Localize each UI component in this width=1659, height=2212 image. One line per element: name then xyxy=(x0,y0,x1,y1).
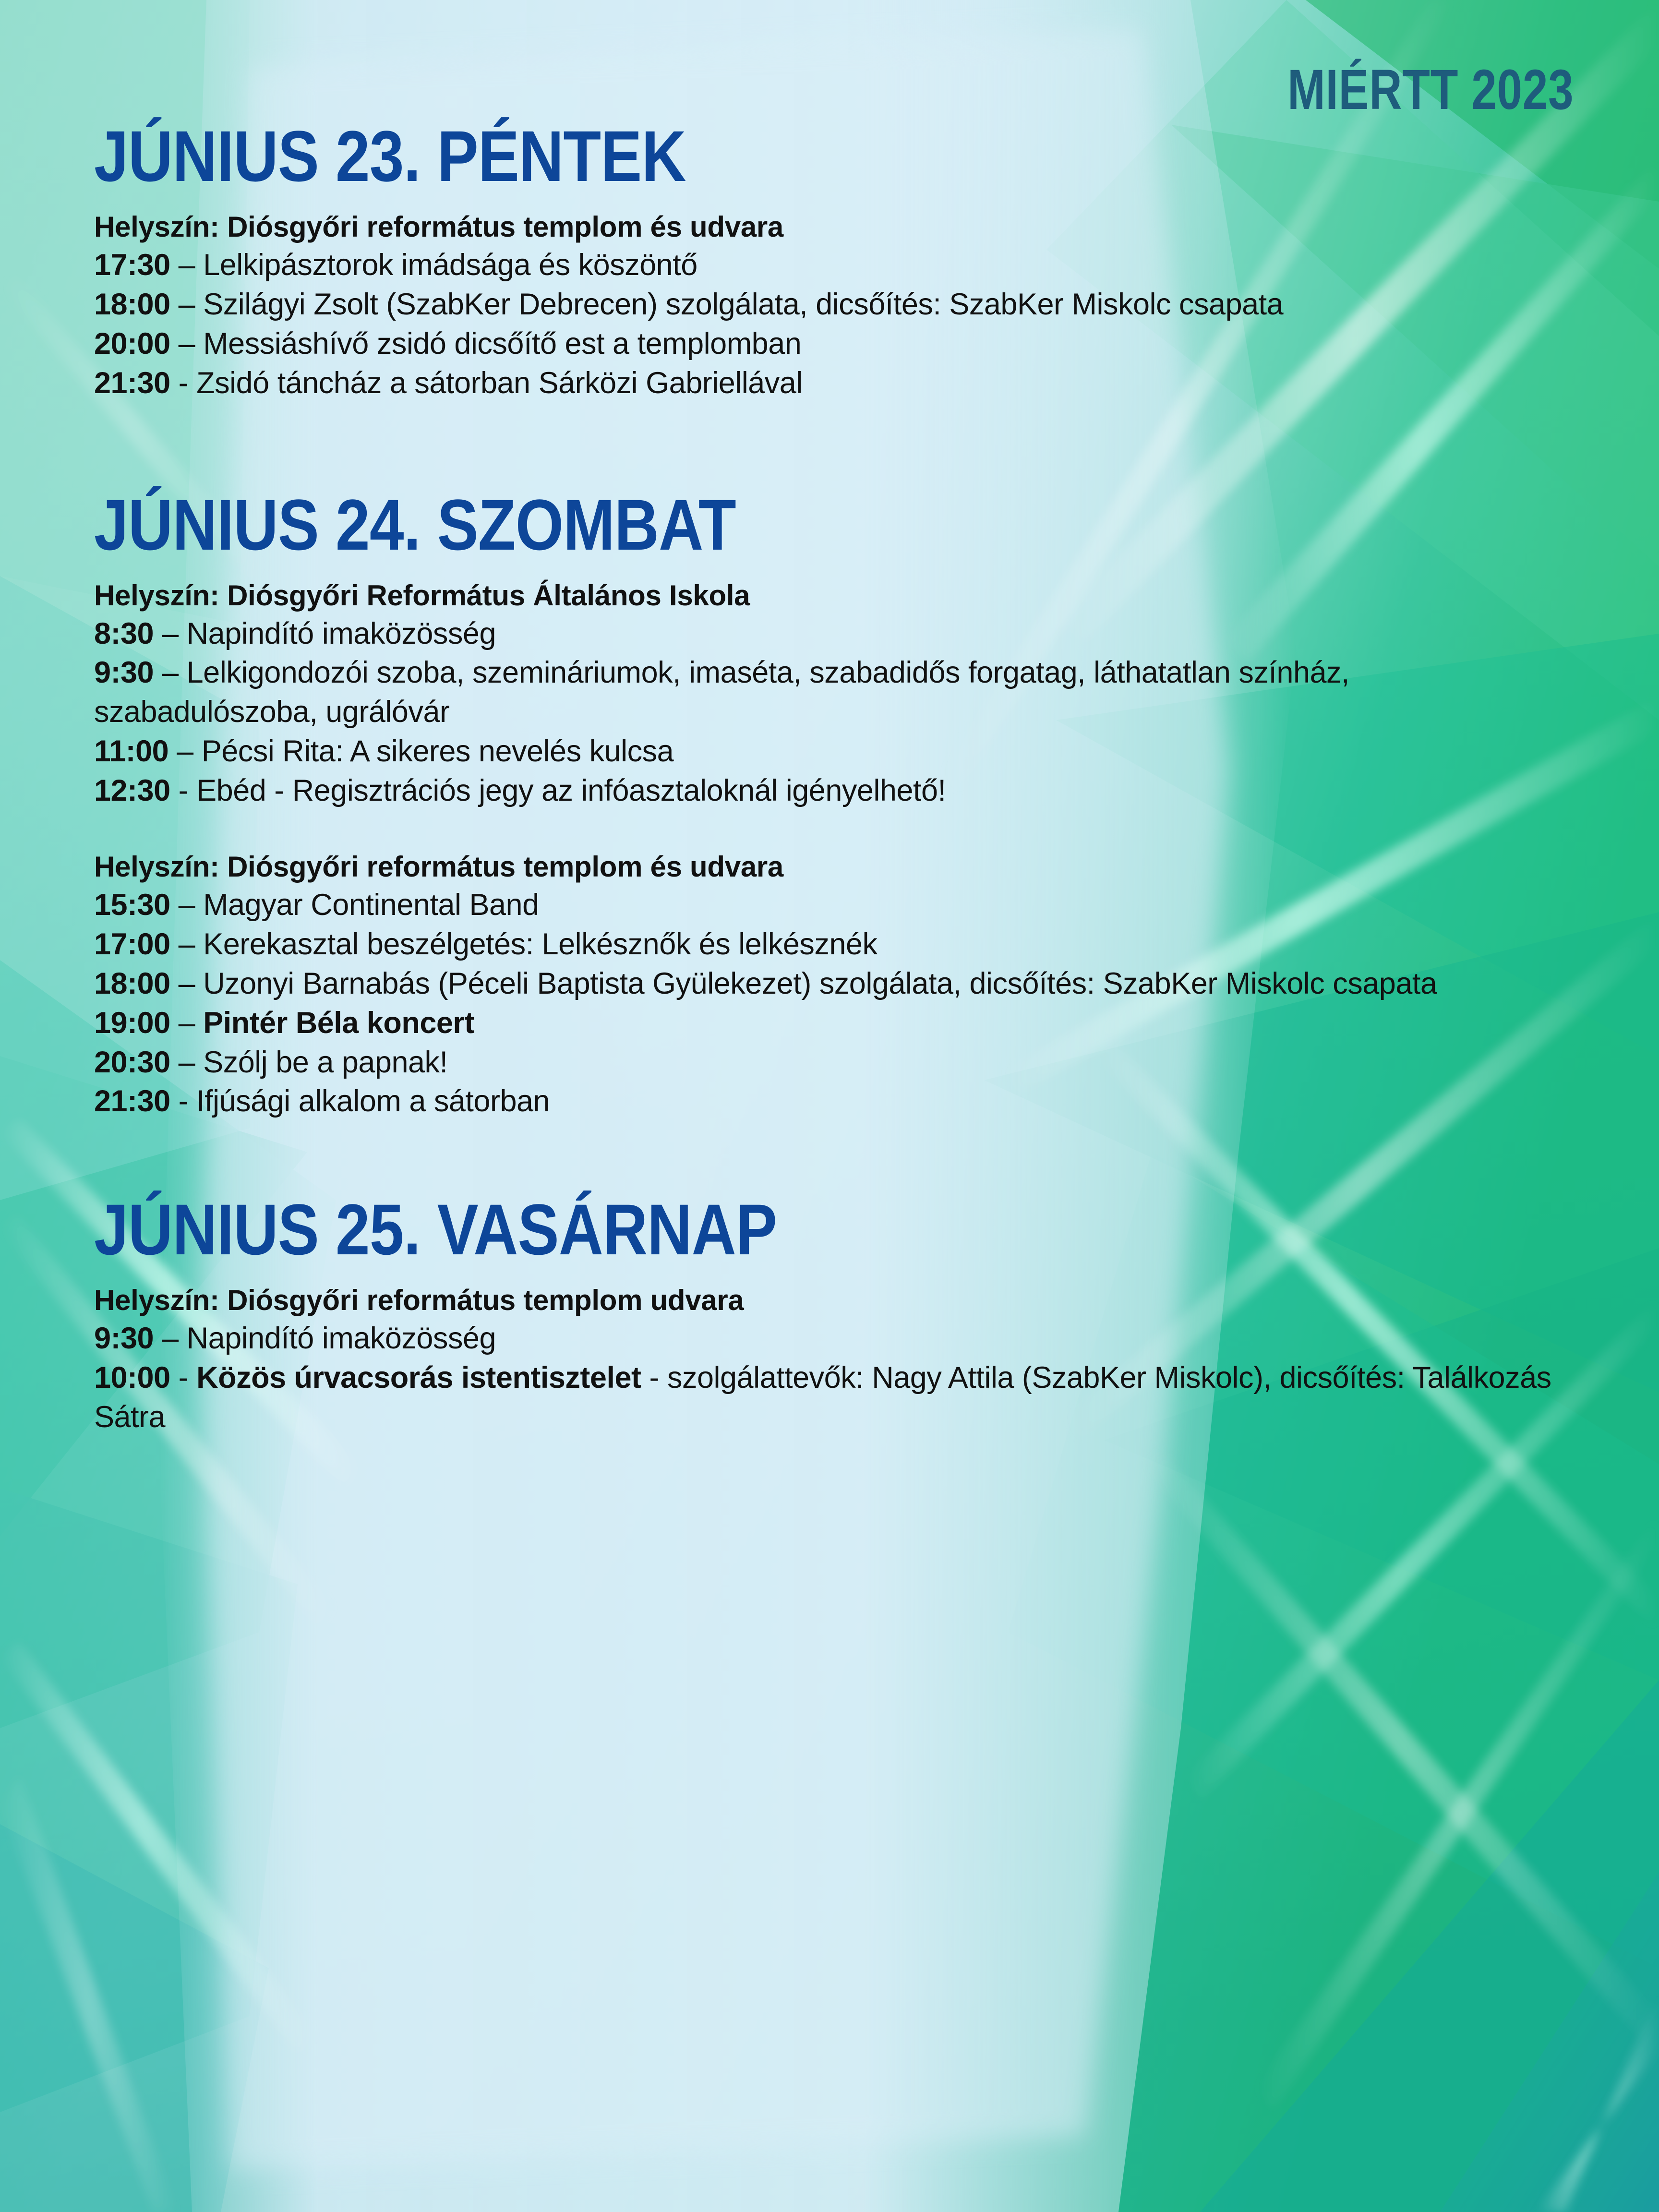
schedule-item: 18:00 – Uzonyi Barnabás (Péceli Baptista Gyülekezet) szolgálata, dicsőítés: SzabKer Miskolc csapata xyxy=(94,966,1437,1000)
venue-label: Helyszín: Diósgyőri református templom és udvara xyxy=(94,851,784,883)
item-text: Magyar Continental Band xyxy=(203,888,539,922)
schedule-item: 9:30 – Napindító imaközösség xyxy=(94,1322,496,1356)
schedule-item: 15:30 – Magyar Continental Band xyxy=(94,888,539,922)
item-text: Lelkipásztorok imádsága és köszöntő xyxy=(203,248,697,282)
day-section xyxy=(94,116,1573,403)
item-time: 18:00 xyxy=(94,287,170,321)
item-text: Napindító imaközösség xyxy=(186,1322,496,1356)
item-text: Ebéd - Regisztrációs jegy az infóasztaloknál igényelhető! xyxy=(196,774,946,808)
item-time: 9:30 xyxy=(94,1322,154,1356)
schedule-item: 19:00 – Pintér Béla koncert xyxy=(94,1006,474,1040)
item-time: 18:00 xyxy=(94,966,170,1000)
schedule-item: 21:30 - Zsidó táncház a sátorban Sárközi Gabriellával xyxy=(94,366,803,400)
item-text: Kerekasztal beszélgetés: Lelkésznők és lelkésznék xyxy=(203,927,878,961)
item-time: 21:30 xyxy=(94,1084,170,1118)
day-title: JÚNIUS 24. SZOMBAT xyxy=(94,484,736,565)
item-text: Pintér Béla koncert xyxy=(203,1006,474,1040)
schedule-item: 11:00 – Pécsi Rita: A sikeres nevelés kulcsa xyxy=(94,734,674,769)
item-text: Napindító imaközösség xyxy=(186,616,496,650)
item-text: Szilágyi Zsolt (SzabKer Debrecen) szolgálata, dicsőítés: SzabKer Miskolc csapata xyxy=(203,287,1284,321)
venue-label: Helyszín: Diósgyőri Református Általános Iskola xyxy=(94,579,750,612)
item-time: 10:00 xyxy=(94,1361,170,1395)
item-text: - szolgálattevők: Nagy Attila (SzabKer Miskolc), dicsőítés: Találkozás Sátra xyxy=(94,1361,1560,1434)
item-text: Zsidó táncház a sátorban Sárközi Gabriellával xyxy=(196,366,803,400)
schedule-item: 17:30 – Lelkipásztorok imádsága és köszöntő xyxy=(94,248,697,282)
schedule-item: 9:30 – Lelkigondozói szoba, szemináriumok, imaséta, szabadidős forgatag, láthatatlan színház, szabadulószoba, ugrálóvár xyxy=(94,656,1358,729)
item-text: Szólj be a papnak! xyxy=(203,1045,448,1079)
day-section xyxy=(94,484,1573,1122)
item-text: Lelkigondozói szoba, szemináriumok, imaséta, szabadidős forgatag, láthatatlan színház, szabadulószoba, ugrálóvár xyxy=(94,656,1358,729)
day-section xyxy=(94,1189,1573,1437)
item-text: Messiáshívő zsidó dicsőítő est a templomban xyxy=(203,326,802,361)
item-time: 15:30 xyxy=(94,888,170,922)
schedule-item: 18:00 – Szilágyi Zsolt (SzabKer Debrecen) szolgálata, dicsőítés: SzabKer Miskolc csapata xyxy=(94,287,1284,321)
spacer xyxy=(94,403,1573,489)
item-time: 8:30 xyxy=(94,616,154,650)
item-text: Pécsi Rita: A sikeres nevelés kulcsa xyxy=(201,734,674,769)
schedule-column xyxy=(94,116,1573,1437)
item-time: 11:00 xyxy=(94,734,169,769)
item-time: 21:30 xyxy=(94,366,170,400)
item-text: Uzonyi Barnabás (Péceli Baptista Gyülekezet) szolgálata, dicsőítés: SzabKer Miskolc csapata xyxy=(203,966,1437,1000)
spacer xyxy=(94,811,1573,848)
day-title: JÚNIUS 25. VASÁRNAP xyxy=(94,1189,777,1270)
item-time: 9:30 xyxy=(94,656,154,690)
item-time: 20:00 xyxy=(94,326,170,361)
schedule-item: 21:30 - Ifjúsági alkalom a sátorban xyxy=(94,1084,550,1118)
event-brand-title: MIÉRTT 2023 xyxy=(1287,58,1574,121)
day-title: JÚNIUS 23. PÉNTEK xyxy=(94,116,686,196)
schedule-item: 8:30 – Napindító imaközösség xyxy=(94,616,496,650)
schedule-item: 20:00 – Messiáshívő zsidó dicsőítő est a templomban xyxy=(94,326,802,361)
schedule-item: 10:00 - Közös úrvacsorás istentisztelet - szolgálattevők: Nagy Attila (SzabKer Miskolc), dicsőítés: Találkozás Sátra xyxy=(94,1361,1560,1434)
item-time: 12:30 xyxy=(94,774,170,808)
item-highlight: Közös úrvacsorás istentisztelet xyxy=(196,1361,641,1395)
schedule-item: 12:30 - Ebéd - Regisztrációs jegy az infóasztaloknál igényelhető! xyxy=(94,774,946,808)
spacer xyxy=(94,1121,1573,1193)
item-time: 20:30 xyxy=(94,1045,170,1079)
item-time: 19:00 xyxy=(94,1006,170,1040)
venue-label: Helyszín: Diósgyőri református templom udvara xyxy=(94,1284,744,1317)
item-time: 17:00 xyxy=(94,927,170,961)
schedule-item: 17:00 – Kerekasztal beszélgetés: Lelkésznők és lelkésznék xyxy=(94,927,878,961)
item-text: Ifjúsági alkalom a sátorban xyxy=(196,1084,550,1118)
schedule-item: 20:30 – Szólj be a papnak! xyxy=(94,1045,448,1079)
item-time: 17:30 xyxy=(94,248,170,282)
venue-label: Helyszín: Diósgyőri református templom és udvara xyxy=(94,211,784,243)
